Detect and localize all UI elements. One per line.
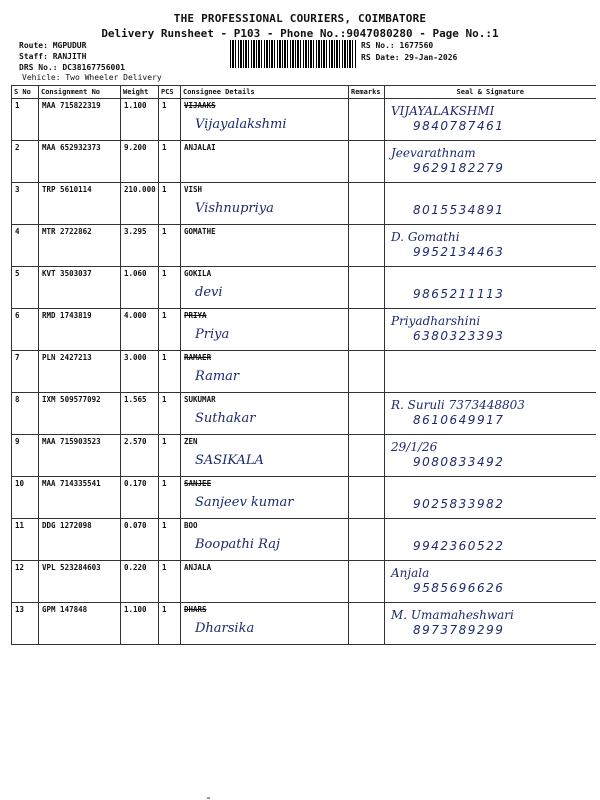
signature-cell (385, 477, 596, 519)
table-row (12, 225, 596, 267)
signature-phone: 9585696626 (413, 581, 505, 595)
signature-phone: 9025833982 (413, 497, 505, 511)
sno-cell: 6 (12, 309, 39, 351)
col-sno-header: S No (12, 86, 39, 99)
weight-cell: 1.100 (121, 99, 159, 141)
remarks-cell (349, 225, 385, 267)
consignment-cell: MTR 2722862 (39, 225, 121, 267)
signature-phone: 8015534891 (413, 203, 505, 217)
pcs-cell: 1 (159, 225, 181, 267)
col-remarks-header: Remarks (349, 86, 385, 99)
sno-cell: 7 (12, 351, 39, 393)
signature-name: R. Suruli 7373448803 (391, 398, 525, 412)
consignment-cell: VPL 523284603 (39, 561, 121, 603)
signature-phone: 9080833492 (413, 455, 505, 469)
consignment-cell: TRP 5610114 (39, 183, 121, 225)
weight-cell: 210.000 (121, 183, 159, 225)
weight-cell: 0.070 (121, 519, 159, 561)
table-row (12, 141, 596, 183)
sno-cell: 3 (12, 183, 39, 225)
signature-phone: 9840787461 (413, 119, 505, 133)
handwritten-name: Priya (195, 327, 230, 342)
signature-name: D. Gomathi (391, 230, 460, 244)
consignment-cell: IXM 509577092 (39, 393, 121, 435)
weight-cell: 4.000 (121, 309, 159, 351)
consignee-name: ZEN (184, 437, 198, 446)
weight-cell: 3.295 (121, 225, 159, 267)
sno-cell: 13 (12, 603, 39, 645)
consignee-cell (181, 183, 349, 225)
handwritten-name: Sanjeev kumar (195, 495, 294, 510)
signature-cell (385, 141, 596, 183)
table-header-row (12, 86, 596, 99)
pcs-cell: 1 (159, 99, 181, 141)
sno-cell: 4 (12, 225, 39, 267)
consignee-name: PRIYA (184, 311, 207, 320)
signature-phone: 9942360522 (413, 539, 505, 553)
consignee-cell (181, 435, 349, 477)
consignee-cell (181, 561, 349, 603)
consignee-name: GOMATHE (184, 227, 216, 236)
pcs-cell: 1 (159, 477, 181, 519)
table-row (12, 351, 596, 393)
consignee-name: RAMAER (184, 353, 212, 362)
remarks-cell (349, 435, 385, 477)
handwritten-name: SASIKALA (195, 453, 264, 468)
consignment-cell: PLN 2427213 (39, 351, 121, 393)
delivery-table (11, 85, 596, 645)
consignee-cell (181, 309, 349, 351)
table-row (12, 183, 596, 225)
remarks-cell (349, 393, 385, 435)
remarks-cell (349, 477, 385, 519)
handwritten-name: Boopathi Raj (195, 537, 281, 552)
signature-cell (385, 435, 596, 477)
sno-cell: 8 (12, 393, 39, 435)
table-row (12, 477, 596, 519)
remarks-cell (349, 561, 385, 603)
remarks-cell (349, 183, 385, 225)
consignment-cell: DDG 1272098 (39, 519, 121, 561)
consignee-name: BOO (184, 521, 198, 530)
weight-cell: 9.200 (121, 141, 159, 183)
drs-number: DRS No.: DC38167756001 (19, 63, 125, 72)
pcs-cell: 1 (159, 141, 181, 183)
barcode-image (230, 40, 356, 68)
col-seal-header: Seal & Signature (385, 86, 596, 99)
signature-phone: 9865211113 (413, 287, 505, 301)
pcs-cell: 1 (159, 393, 181, 435)
consignee-name: GOKILA (184, 269, 212, 278)
table-row (12, 561, 596, 603)
signature-cell (385, 267, 596, 309)
signature-cell (385, 183, 596, 225)
consignee-cell (181, 477, 349, 519)
signature-cell (385, 351, 596, 393)
signature-name: 29/1/26 (391, 440, 438, 454)
signature-cell (385, 99, 596, 141)
weight-cell: 0.170 (121, 477, 159, 519)
col-weight-header: Weight (121, 86, 159, 99)
table-row (12, 267, 596, 309)
consignment-cell: MAA 714335541 (39, 477, 121, 519)
consignee-name: SANJEE (184, 479, 212, 488)
signature-cell (385, 225, 596, 267)
signature-phone: 9629182279 (413, 161, 505, 175)
signature-name: Priyadharshini (391, 314, 481, 328)
sno-cell: 12 (12, 561, 39, 603)
consignee-name: DHARS (184, 605, 207, 614)
pcs-cell: 1 (159, 267, 181, 309)
consignment-cell: MAA 715903523 (39, 435, 121, 477)
signature-cell (385, 309, 596, 351)
pcs-cell: 1 (159, 519, 181, 561)
vehicle-label: Vehicle: Two Wheeler Delivery (22, 73, 162, 82)
weight-cell: 0.220 (121, 561, 159, 603)
pcs-cell: 1 (159, 603, 181, 645)
pcs-cell: 1 (159, 351, 181, 393)
table-row (12, 99, 596, 141)
signature-name: Jeevarathnam (391, 146, 476, 160)
remarks-cell (349, 99, 385, 141)
table-row (12, 603, 596, 645)
handwritten-name: Ramar (195, 369, 240, 384)
pcs-cell: 1 (159, 435, 181, 477)
signature-name: Anjala (391, 566, 430, 580)
consignee-cell (181, 519, 349, 561)
consignee-cell (181, 225, 349, 267)
consignment-cell: GPM 147848 (39, 603, 121, 645)
signature-cell (385, 519, 596, 561)
signature-phone: 6380323393 (413, 329, 505, 343)
sno-cell: 2 (12, 141, 39, 183)
consignee-cell (181, 351, 349, 393)
remarks-cell (349, 267, 385, 309)
handwritten-name: Vishnupriya (195, 201, 274, 216)
page-mark (207, 797, 210, 799)
weight-cell: 1.100 (121, 603, 159, 645)
weight-cell: 1.565 (121, 393, 159, 435)
sno-cell: 10 (12, 477, 39, 519)
col-consignment-header: Consignment No (39, 86, 121, 99)
consignee-cell (181, 393, 349, 435)
rs-number: RS No.: 1677560 (361, 41, 434, 50)
consignee-name: SUKUMAR (184, 395, 216, 404)
remarks-cell (349, 603, 385, 645)
route-label: Route: MGPUDUR (19, 41, 87, 50)
consignment-cell: RMD 1743819 (39, 309, 121, 351)
signature-name: VIJAYALAKSHMI (391, 104, 495, 118)
weight-cell: 3.000 (121, 351, 159, 393)
consignee-cell (181, 141, 349, 183)
pcs-cell: 1 (159, 183, 181, 225)
consignment-cell: MAA 715822319 (39, 99, 121, 141)
signature-phone: 8610649917 (413, 413, 505, 427)
consignment-cell: KVT 3503037 (39, 267, 121, 309)
sno-cell: 1 (12, 99, 39, 141)
rs-date: RS Date: 29-Jan-2026 (361, 53, 458, 62)
consignee-name: VISH (184, 185, 203, 194)
consignee-name: ANJALAI (184, 143, 216, 152)
company-title: THE PROFESSIONAL COURIERS, COIMBATORE (173, 12, 427, 25)
table-row (12, 435, 596, 477)
consignee-cell (181, 603, 349, 645)
signature-name: M. Umamaheshwari (391, 608, 514, 622)
sno-cell: 9 (12, 435, 39, 477)
consignee-cell (181, 99, 349, 141)
remarks-cell (349, 519, 385, 561)
handwritten-name: Dharsika (195, 621, 255, 636)
signature-phone: 9952134463 (413, 245, 505, 259)
staff-label: Staff: RANJITH (19, 52, 87, 61)
handwritten-name: Suthakar (195, 411, 256, 426)
remarks-cell (349, 351, 385, 393)
signature-cell (385, 393, 596, 435)
remarks-cell (349, 309, 385, 351)
col-pcs-header: PCS (159, 86, 181, 99)
handwritten-name: devi (195, 285, 223, 300)
signature-cell (385, 561, 596, 603)
signature-cell (385, 603, 596, 645)
table-row (12, 519, 596, 561)
signature-phone: 8973789299 (413, 623, 505, 637)
remarks-cell (349, 141, 385, 183)
weight-cell: 2.570 (121, 435, 159, 477)
consignee-name: VIJAAKS (184, 101, 216, 110)
pcs-cell: 1 (159, 309, 181, 351)
sno-cell: 11 (12, 519, 39, 561)
weight-cell: 1.060 (121, 267, 159, 309)
table-row (12, 393, 596, 435)
handwritten-name: Vijayalakshmi (195, 117, 287, 132)
table-row (12, 309, 596, 351)
consignee-name: ANJALA (184, 563, 212, 572)
sno-cell: 5 (12, 267, 39, 309)
col-consignee-header: Consignee Details (181, 86, 349, 99)
pcs-cell: 1 (159, 561, 181, 603)
consignment-cell: MAA 652932373 (39, 141, 121, 183)
consignee-cell (181, 267, 349, 309)
runsheet-title: Delivery Runsheet - P103 - Phone No.:9047080280 - Page No.:1 (101, 27, 499, 40)
